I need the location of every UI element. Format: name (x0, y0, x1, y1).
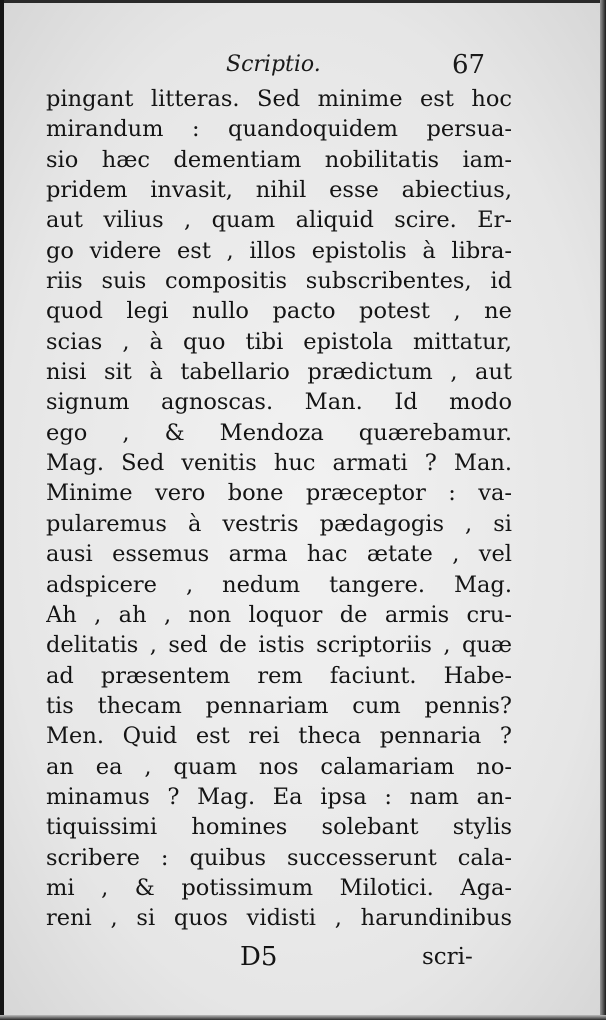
signature-mark: D5 (240, 942, 278, 972)
text-line: ad præsentem rem faciunt. Habe- (46, 662, 512, 689)
text-line: an ea , quam nos calamariam no- (46, 753, 512, 780)
text-line: signum agnoscas. Man. Id modo (46, 389, 512, 416)
text-line: riis suis compositis subscribentes, id (46, 268, 512, 295)
text-line: scias , à quo tibi epistola mittatur, (46, 328, 512, 355)
text-line: Men. Quid est rei theca pennaria ? (46, 723, 512, 750)
page-top-edge (0, 0, 606, 3)
text-line: scribere : quibus successerunt cala- (46, 844, 512, 871)
page-footer (0, 942, 606, 978)
text-line: go videre est , illos epistolis à libra- (46, 237, 512, 264)
text-line: pridem invasit, nihil esse abiectius, (46, 177, 512, 204)
text-line: pularemus à vestris pædagogis , si (46, 510, 512, 537)
text-line: quod legi nullo pacto potest , ne (46, 298, 512, 325)
text-line: tis thecam pennariam cum pennis? (46, 692, 512, 719)
catchword: scri- (422, 944, 473, 970)
text-line: pingant litteras. Sed minime est hoc (46, 86, 512, 112)
text-line: tiquissimi homines solebant stylis (46, 814, 512, 841)
text-line: aut vilius , quam aliquid scire. Er- (46, 207, 512, 234)
text-line: reni , si quos vidisti , harundinibus (46, 905, 512, 932)
body-text (46, 84, 512, 934)
text-line: delitatis , sed de istis scriptoriis , quæ (46, 632, 512, 659)
page-left-edge (0, 0, 4, 1020)
text-line: minamus ? Mag. Ea ipsa : nam an- (46, 783, 512, 810)
running-head-title: Scriptio. (226, 52, 321, 77)
text-line: sio hæc dementiam nobilitatis iam- (46, 146, 512, 173)
page-bottom-edge (0, 1015, 606, 1020)
text-line: Ah , ah , non loquor de armis cru- (46, 601, 512, 628)
text-line: ausi essemus arma hac ætate , vel (46, 541, 512, 568)
running-head (0, 50, 606, 84)
text-line: mirandum : quandoquidem persua- (46, 116, 512, 143)
page-number: 67 (452, 50, 486, 80)
text-line: ego , & Mendoza quærebamur. (46, 419, 512, 446)
page-right-edge (600, 0, 606, 1020)
text-line: Minime vero bone præceptor : va- (46, 480, 512, 507)
text-line: Mag. Sed venitis huc armati ? Man. (46, 450, 512, 477)
text-line: mi , & potissimum Milotici. Aga- (46, 874, 512, 901)
text-line: nisi sit à tabellario prædictum , aut (46, 359, 512, 386)
text-line: adspicere , nedum tangere. Mag. (46, 571, 512, 598)
